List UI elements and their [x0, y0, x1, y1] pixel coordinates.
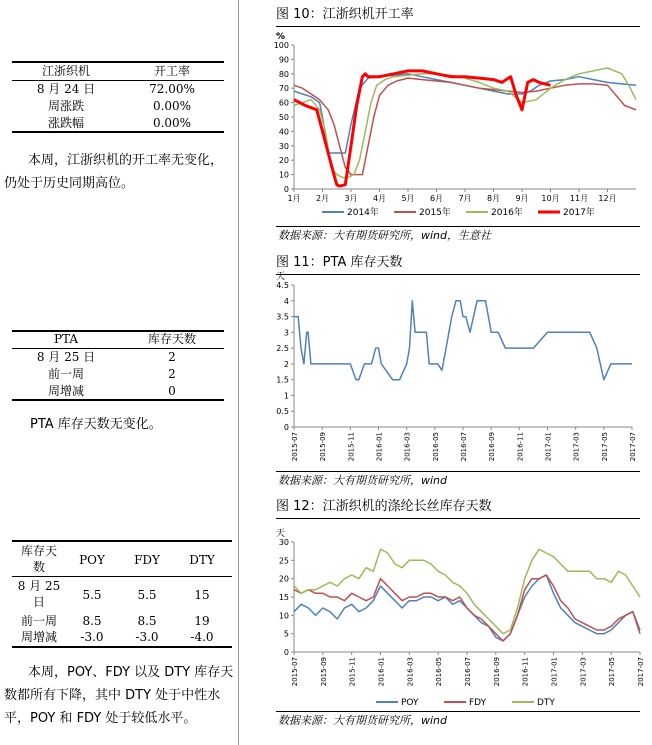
fig11-source-rule: [276, 471, 640, 472]
fig10-series-2017-line: [294, 71, 551, 186]
fig11-chart: [276, 272, 640, 468]
table3-row3-dty: -4.0: [190, 630, 214, 644]
fig11-title: 图 11：PTA 库存天数: [276, 255, 403, 270]
fig11-xtick-label-4: 2016-03: [403, 432, 412, 462]
fig10-ytick-label-2: 20: [278, 156, 289, 166]
fig12-series-dty-line: [294, 549, 640, 633]
table3-header-col1-line1: 库存天: [20, 544, 57, 558]
fig10-source-rule: [276, 226, 640, 227]
fig11-ytick-label-0: 0: [283, 423, 289, 432]
fig12-xtick-label-5: 2016-05: [435, 657, 444, 687]
fig11-xtick-label-5: 2016-05: [431, 432, 440, 462]
table3-row1-label-line1: 8 月 25: [17, 579, 61, 593]
fig12-xtick-label-3: 2016-01: [377, 657, 386, 687]
table3-header-col1-line2: 数: [32, 560, 45, 574]
fig10-ytick-label-8: 80: [278, 69, 289, 79]
fig10-legend-label-0: 2014年: [347, 208, 379, 218]
fig12-xtick-label-11: 2017-05: [608, 657, 617, 687]
fig10-xtick-label-6: 7月: [458, 194, 472, 203]
table2-row1-value: 2: [168, 350, 176, 364]
table2-row2-label: 前一周: [47, 367, 84, 381]
fig11-xtick-label-1: 2015-09: [319, 432, 328, 462]
fig11-xtick-label-9: 2017-01: [544, 432, 553, 462]
table2-row2-value: 2: [168, 367, 176, 381]
fig12-xtick-label-6: 2016-07: [464, 657, 472, 687]
table3-row2-dty: 19: [194, 614, 210, 628]
fig12-xtick-label-7: 2016-09: [492, 657, 501, 687]
table1-header-col2: 开工率: [153, 64, 190, 78]
fig12-legend-label-0: POY: [401, 698, 419, 708]
fig11-xtick-label-0: 2015-07: [291, 432, 299, 462]
fig11-ytick-label-7: 3.5: [276, 312, 289, 322]
table3-row1-fdy: 5.5: [137, 588, 157, 602]
table3-row3-poy: -3.0: [80, 630, 104, 644]
table3-row1-dty: 15: [194, 588, 210, 602]
fig10-title-rule: [276, 26, 640, 27]
fig11-ytick-label-8: 4: [283, 296, 289, 306]
column-divider: [238, 0, 239, 745]
paragraph-3-line-3: 平，POY 和 FDY 处于较低水平。: [4, 711, 197, 726]
fig11-ytick-label-5: 2.5: [276, 344, 289, 354]
table2-header-col1: PTA: [53, 332, 79, 346]
fig12-xtick-label-9: 2017-01: [550, 657, 559, 687]
fig11-xtick-label-11: 2017-05: [600, 432, 609, 462]
fig11-xtick-label-2: 2015-11: [347, 432, 356, 462]
fig10-title: 图 10：江浙织机开工率: [276, 7, 414, 22]
fig11-source: 数据来源：大有期货研究所，wind: [278, 474, 448, 487]
table3-row2-label: 前一周: [20, 614, 57, 628]
table3-top-rule: [12, 540, 232, 542]
fig10-ytick-label-0: 0: [283, 185, 289, 194]
fig10-chart: [273, 28, 640, 224]
fig10-xtick-label-9: 10月: [541, 194, 560, 203]
fig10-xtick-label-1: 2月: [315, 194, 330, 203]
table1-row1-value: 72.00%: [149, 82, 195, 96]
fig10-y-unit: %: [276, 32, 286, 42]
table1-top-rule: [12, 61, 224, 63]
table1-row2-label: 周涨跌: [47, 99, 84, 113]
fig11-xtick-label-12: 2017-07: [629, 432, 637, 462]
fig10-xtick-label-0: 1月: [287, 194, 301, 203]
fig11-xtick-label-6: 2016-07: [460, 432, 468, 462]
fig12-title: 图 12：江浙织机的涤纶长丝库存天数: [276, 499, 492, 514]
fig10-xtick-label-3: 4月: [372, 194, 387, 203]
fig10-legend-label-3: 2017年: [563, 208, 595, 218]
fig10-ytick-label-6: 60: [278, 98, 289, 108]
fig12-ytick-label-4: 20: [278, 574, 289, 584]
fig11-series-pta-line: [294, 301, 632, 380]
paragraph-1-line-2: 仍处于历史同期高位。: [4, 176, 135, 191]
table3-row2-fdy: 8.5: [137, 614, 157, 628]
table1-row2-value: 0.00%: [152, 99, 192, 113]
paragraph-2: PTA 库存天数无变化。: [30, 417, 162, 432]
paragraph-3-line-2: 数都所有下降，其中 DTY 处于中性水: [4, 688, 221, 703]
table2-bottom-rule: [12, 399, 224, 401]
table3-row2-poy: 8.5: [82, 614, 102, 628]
fig10-ytick-label-7: 70: [278, 84, 289, 94]
table3-header-fdy: FDY: [134, 553, 160, 567]
fig12-xtick-label-4: 2016-03: [406, 657, 415, 687]
table1-header-rule: [12, 80, 224, 81]
fig12-xtick-label-12: 2017-07: [637, 657, 645, 687]
fig11-xtick-label-10: 2017-03: [572, 432, 581, 462]
fig10-xtick-label-4: 5月: [401, 194, 415, 203]
paragraph-1-line-1: 本周，江浙织机的开工率无变化，: [28, 153, 224, 168]
table1-row1-label: 8 月 24 日: [36, 82, 96, 96]
fig12-xtick-label-1: 2015-09: [319, 657, 328, 687]
fig11-xtick-label-7: 2016-09: [488, 432, 497, 462]
fig10-legend-label-1: 2015年: [419, 208, 451, 218]
fig10-xtick-label-5: 6月: [429, 194, 444, 203]
fig10-legend-label-2: 2016年: [491, 208, 523, 218]
fig12-source-rule: [276, 711, 640, 712]
fig10-xtick-label-2: 3月: [344, 194, 358, 203]
fig11-ytick-label-3: 1.5: [276, 375, 289, 385]
table1-bottom-rule: [12, 131, 224, 133]
fig11-ytick-label-4: 2: [283, 359, 289, 369]
fig11-ytick-label-6: 3: [283, 328, 289, 338]
fig11-ytick-label-1: 0.5: [276, 407, 289, 417]
table3-header-rule: [12, 576, 232, 577]
fig12-xtick-label-0: 2015-07: [291, 657, 299, 687]
table1-row3-value: 0.00%: [152, 116, 192, 130]
fig12-ytick-label-5: 25: [278, 556, 289, 566]
table3-row1-poy: 5.5: [82, 588, 102, 602]
fig10-source: 数据来源：大有期货研究所，wind，生意社: [278, 229, 492, 242]
fig10-xtick-label-7: 8月: [486, 194, 501, 203]
table3-row3-fdy: -3.0: [135, 630, 159, 644]
fig12-chart: [276, 520, 645, 710]
table2-row3-value: 0: [168, 384, 176, 398]
fig12-legend-label-2: DTY: [537, 698, 555, 708]
fig12-xtick-label-10: 2017-03: [579, 657, 588, 687]
table2-header-rule: [12, 348, 224, 349]
table3-bottom-rule: [12, 646, 232, 648]
table2-row1-label: 8 月 25 日: [36, 350, 96, 364]
fig11-ytick-label-9: 4.5: [276, 281, 289, 290]
fig10-ytick-label-5: 50: [278, 113, 289, 122]
fig10-ytick-label-3: 30: [278, 141, 289, 151]
fig10-xtick-label-11: 12月: [598, 194, 617, 203]
fig10-ytick-label-4: 40: [278, 127, 289, 137]
fig11-xtick-label-8: 2016-11: [516, 432, 525, 462]
fig12-xtick-label-8: 2016-11: [521, 657, 530, 687]
fig12-ytick-label-3: 15: [278, 593, 289, 602]
fig10-series-2015-line: [294, 78, 636, 175]
fig12-ytick-label-6: 30: [278, 538, 289, 547]
table3-row3-label: 周增减: [20, 630, 57, 644]
fig10-ytick-label-10: 100: [273, 41, 289, 50]
table1-header-col1: 江浙织机: [41, 64, 90, 78]
fig10-xtick-label-8: 9月: [515, 194, 529, 203]
fig12-legend-label-1: FDY: [469, 698, 487, 708]
fig11-ytick-label-2: 1: [283, 391, 289, 401]
fig12-title-rule: [276, 518, 640, 519]
fig10-xtick-label-10: 11月: [569, 194, 589, 203]
table1-row3-label: 涨跌幅: [47, 116, 84, 130]
table3-header-dty: DTY: [189, 553, 215, 567]
fig12-ytick-label-1: 5: [283, 629, 289, 639]
fig12-y-unit: 天: [276, 529, 286, 539]
fig11-title-rule: [276, 274, 640, 275]
fig10-ytick-label-1: 10: [278, 170, 289, 180]
fig12-ytick-label-2: 10: [278, 611, 289, 621]
table3-row1-label-line2: 日: [32, 595, 45, 609]
fig10-ytick-label-9: 90: [278, 55, 289, 65]
table2-header-col2: 库存天数: [147, 332, 196, 346]
fig12-source: 数据来源：大有期货研究所，wind: [278, 714, 448, 727]
table2-row3-label: 周增减: [47, 384, 84, 398]
fig11-xtick-label-3: 2016-01: [375, 432, 384, 462]
fig12-xtick-label-2: 2015-11: [348, 657, 357, 687]
paragraph-3-line-1: 本周，POY、FDY 以及 DTY 库存天: [28, 665, 234, 680]
table3-header-poy: POY: [79, 553, 105, 567]
fig12-ytick-label-0: 0: [283, 648, 289, 657]
fig11-y-unit: 天: [276, 272, 286, 282]
